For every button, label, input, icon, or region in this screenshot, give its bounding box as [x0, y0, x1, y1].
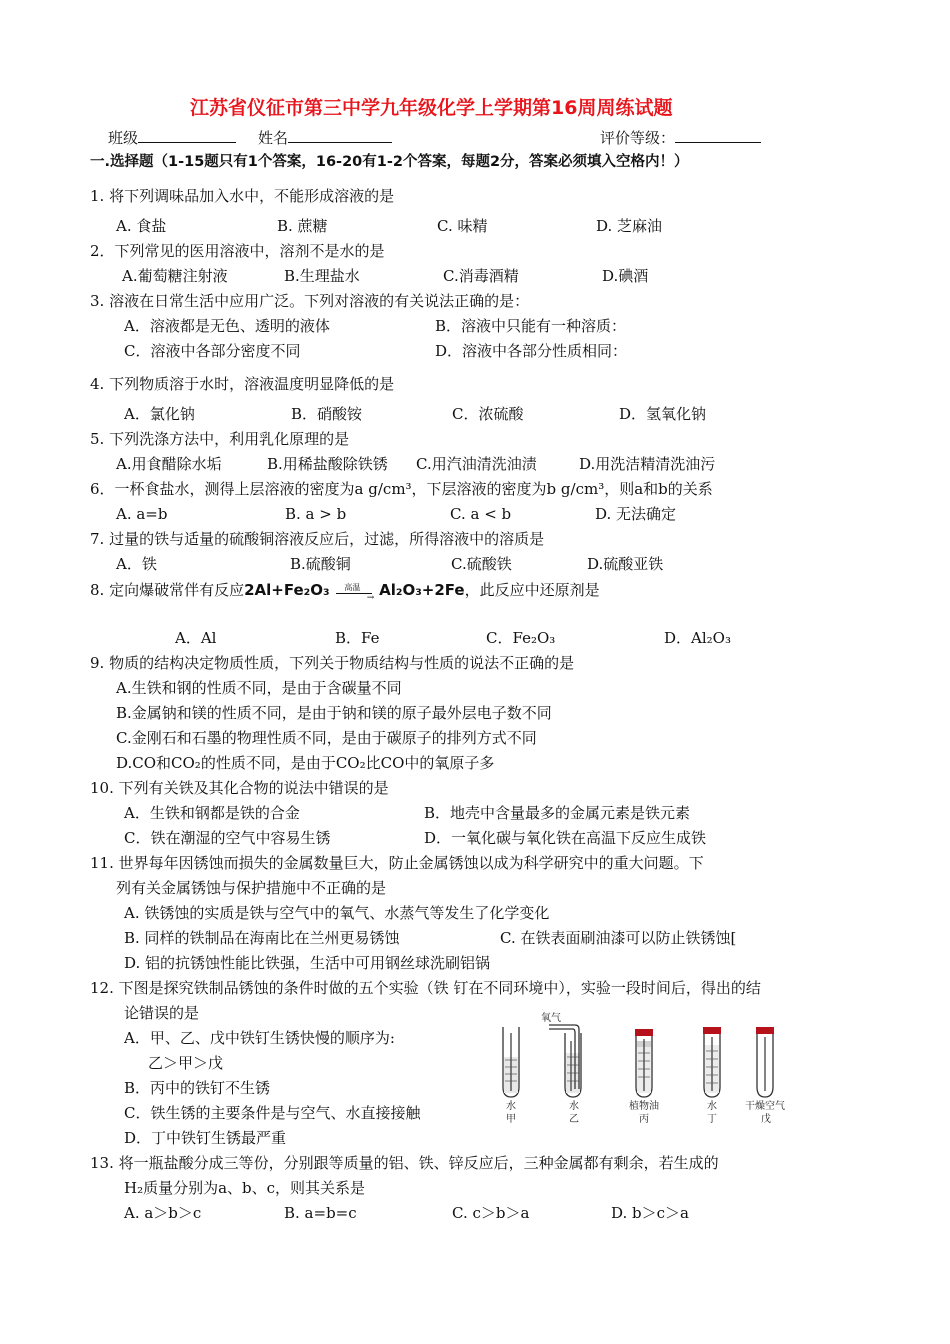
tube-jia-top: 水 — [506, 1101, 516, 1112]
section-heading: 一.选择题（1-15题只有1个答案，16-20有1-2个答案，每题2分，答案必须填入空格内！） — [90, 154, 689, 170]
q11-option-c: C. 在铁表面刷油漆可以防止铁锈蚀[ — [500, 929, 737, 947]
q9-option-a: A.生铁和钢的性质不同，是由于含碳量不同 — [116, 679, 402, 697]
q8-option-c: C．Fe₂O₃ — [486, 629, 556, 647]
q12-option-c: C．铁生锈的主要条件是与空气、水直接接触 — [124, 1104, 421, 1122]
tube-jia — [503, 1027, 519, 1125]
q7-option-b: B.硫酸铜 — [290, 555, 351, 573]
q8-stem — [90, 580, 600, 603]
q13-option-b: B. a=b=c — [284, 1204, 357, 1222]
q3-stem: 3. 溶液在日常生活中应用广泛。下列对溶液的有关说法正确的是： — [90, 292, 530, 310]
q1-option-d: D. 芝麻油 — [596, 217, 663, 235]
q11-stem-line2: 列有关金属锈蚀与保护措施中不正确的是 — [116, 879, 387, 897]
tube-wu — [745, 1027, 785, 1125]
q10-option-d: D．一氧化碳与氧化铁在高温下反应生成铁 — [424, 829, 707, 847]
q8-stem-post: ，此反应中还原剂是 — [464, 581, 600, 599]
q7-option-d: D.硫酸亚铁 — [587, 555, 664, 573]
q2-option-c: C.消毒酒精 — [443, 267, 519, 285]
q1-option-a: A. 食盐 — [116, 217, 167, 235]
q12-option-b: B．丙中的铁钉不生锈 — [124, 1079, 271, 1097]
q5-stem: 5. 下列洗涤方法中，利用乳化原理的是 — [90, 430, 350, 448]
q1-stem: 1. 将下列调味品加入水中，不能形成溶液的是 — [90, 187, 395, 205]
q12-stem-line2: 论错误的是 — [124, 1004, 200, 1022]
tube-wu-top: 干燥空气 — [745, 1101, 785, 1112]
q8-option-d: D．Al₂O₃ — [664, 629, 731, 647]
q10-option-c: C．铁在潮湿的空气中容易生锈 — [124, 829, 331, 847]
q8-reaction-arrow: 高温 → — [334, 582, 374, 600]
grade-blank[interactable] — [675, 128, 761, 143]
q13-stem-line1: 13. 将一瓶盐酸分成三等份，分别跟等质量的铝、铁、锌反应后，三种金属都有剩余，若生成的 — [90, 1154, 719, 1172]
q5-option-a: A.用食醋除水垢 — [116, 455, 222, 473]
tube-ding — [703, 1027, 721, 1125]
q13-option-a: A. a＞b＞c — [124, 1204, 202, 1222]
grade-field — [600, 128, 761, 148]
tube-yi — [549, 1025, 581, 1125]
q3-option-b: B．溶液中只能有一种溶质： — [435, 317, 627, 335]
tube-jia-label: 甲 — [506, 1114, 516, 1125]
grade-label: 评价等级： — [600, 129, 676, 147]
tube-yi-top: 水 — [569, 1101, 579, 1112]
q5-option-b: B.用稀盐酸除铁锈 — [267, 455, 388, 473]
q13-option-c: C. c＞b＞a — [452, 1204, 530, 1222]
q2-stem: 2．下列常见的医用溶液中，溶剂不是水的是 — [90, 242, 385, 260]
class-blank[interactable] — [138, 128, 236, 143]
q1-option-c: C. 味精 — [437, 217, 488, 235]
q2-option-d: D.碘酒 — [602, 267, 649, 285]
name-blank[interactable] — [288, 128, 392, 143]
q9-option-b: B.金属钠和镁的性质不同，是由于钠和镁的原子最外层电子数不同 — [116, 704, 552, 722]
q4-option-b: B．硝酸铵 — [291, 405, 363, 423]
q4-option-a: A．氯化钠 — [124, 405, 195, 423]
q11-option-a: A. 铁锈蚀的实质是铁与空气中的氧气、水蒸气等发生了化学变化 — [124, 904, 550, 922]
name-field — [258, 128, 392, 148]
q3-option-c: C．溶液中各部分密度不同 — [124, 342, 301, 360]
q13-option-d: D. b＞c＞a — [611, 1204, 689, 1222]
q9-stem: 9. 物质的结构决定物质性质，下列关于物质结构与性质的说法不正确的是 — [90, 654, 575, 672]
q4-option-d: D．氢氧化钠 — [619, 405, 707, 423]
q9-option-c: C.金刚石和石墨的物理性质不同，是由于碳原子的排列方式不同 — [116, 729, 537, 747]
q12-option-a-line2: 乙＞甲＞戊 — [148, 1054, 224, 1072]
tube-ding-top: 水 — [707, 1101, 717, 1112]
q11-option-d: D. 铝的抗锈蚀性能比铁强，生活中可用钢丝球洗刷铝锅 — [124, 954, 491, 972]
q10-stem: 10. 下列有关铁及其化合物的说法中错误的是 — [90, 779, 389, 797]
q11-stem-line1: 11. 世界每年因锈蚀而损失的金属数量巨大，防止金属锈蚀以成为科学研究中的重大问题。下 — [90, 854, 704, 872]
class-label: 班级 — [108, 129, 139, 147]
tube-bing-label: 丙 — [639, 1114, 649, 1125]
q1-option-b: B. 蔗糖 — [277, 217, 328, 235]
tube-wu-label: 戊 — [761, 1114, 771, 1125]
class-field — [108, 128, 236, 148]
q8-stem-pre: 8. 定向爆破常伴有反应 — [90, 581, 245, 599]
q5-option-d: D.用洗洁精清洗油污 — [579, 455, 716, 473]
q12-option-d: D．丁中铁钉生锈最严重 — [124, 1129, 287, 1147]
page-title: 江苏省仪征市第三中学九年级化学上学期第16周周练试题 — [190, 97, 673, 119]
q8-option-b: B．Fe — [335, 629, 380, 647]
q12-option-a-line1: A．甲、乙、戊中铁钉生锈快慢的顺序为: — [124, 1029, 395, 1047]
q10-option-a: A．生铁和钢都是铁的合金 — [124, 804, 300, 822]
q6-option-d: D. 无法确定 — [595, 505, 677, 523]
q4-stem: 4. 下列物质溶于水时，溶液温度明显降低的是 — [90, 375, 395, 393]
q6-stem: 6．一杯食盐水，测得上层溶液的密度为a g/cm³，下层溶液的密度为b g/cm³，则a和b的关系 — [90, 480, 713, 498]
q4-option-c: C．浓硫酸 — [452, 405, 524, 423]
tube-ding-label: 丁 — [707, 1114, 717, 1125]
tube-bing — [629, 1029, 659, 1125]
q6-option-b: B. a > b — [285, 505, 347, 523]
q12-figure — [495, 1005, 805, 1125]
tube-yi-label: 乙 — [569, 1114, 579, 1125]
q10-option-b: B．地壳中含量最多的金属元素是铁元素 — [424, 804, 691, 822]
q3-option-a: A．溶液都是无色、透明的液体 — [124, 317, 330, 335]
q6-option-c: C. a < b — [450, 505, 512, 523]
q3-option-d: D．溶液中各部分性质相同： — [435, 342, 628, 360]
q13-stem-line2: H₂质量分别为a、b、c，则其关系是 — [124, 1179, 366, 1197]
q8-option-a: A．Al — [175, 629, 217, 647]
q6-option-a: A. a=b — [116, 505, 168, 523]
q7-option-c: C.硫酸铁 — [451, 555, 512, 573]
q12-stem-line1: 12. 下图是探究铁制品锈蚀的条件时做的五个实验（铁 钉在不同环境中），实验一段时间后，得出的结 — [90, 979, 761, 997]
name-label: 姓名 — [258, 129, 289, 147]
q9-option-d: D.CO和CO₂的性质不同，是由于CO₂比CO中的氧原子多 — [116, 754, 495, 772]
q5-option-c: C.用汽油清洗油渍 — [416, 455, 537, 473]
q7-option-a: A．铁 — [116, 555, 157, 573]
q8-equation-left: 2Al+Fe₂O₃ — [244, 581, 330, 599]
q11-option-b: B. 同样的铁制品在海南比在兰州更易锈蚀 — [124, 929, 400, 947]
tube-bing-top: 植物油 — [629, 1101, 659, 1112]
oxygen-label: 氧气 — [541, 1013, 561, 1024]
q8-equation-right: Al₂O₃+2Fe — [379, 581, 465, 599]
q8-condition: 高温 — [344, 583, 361, 592]
q7-stem: 7. 过量的铁与适量的硫酸铜溶液反应后，过滤，所得溶液中的溶质是 — [90, 530, 545, 548]
q2-option-a: A.葡萄糖注射液 — [122, 267, 228, 285]
q2-option-b: B.生理盐水 — [284, 267, 360, 285]
